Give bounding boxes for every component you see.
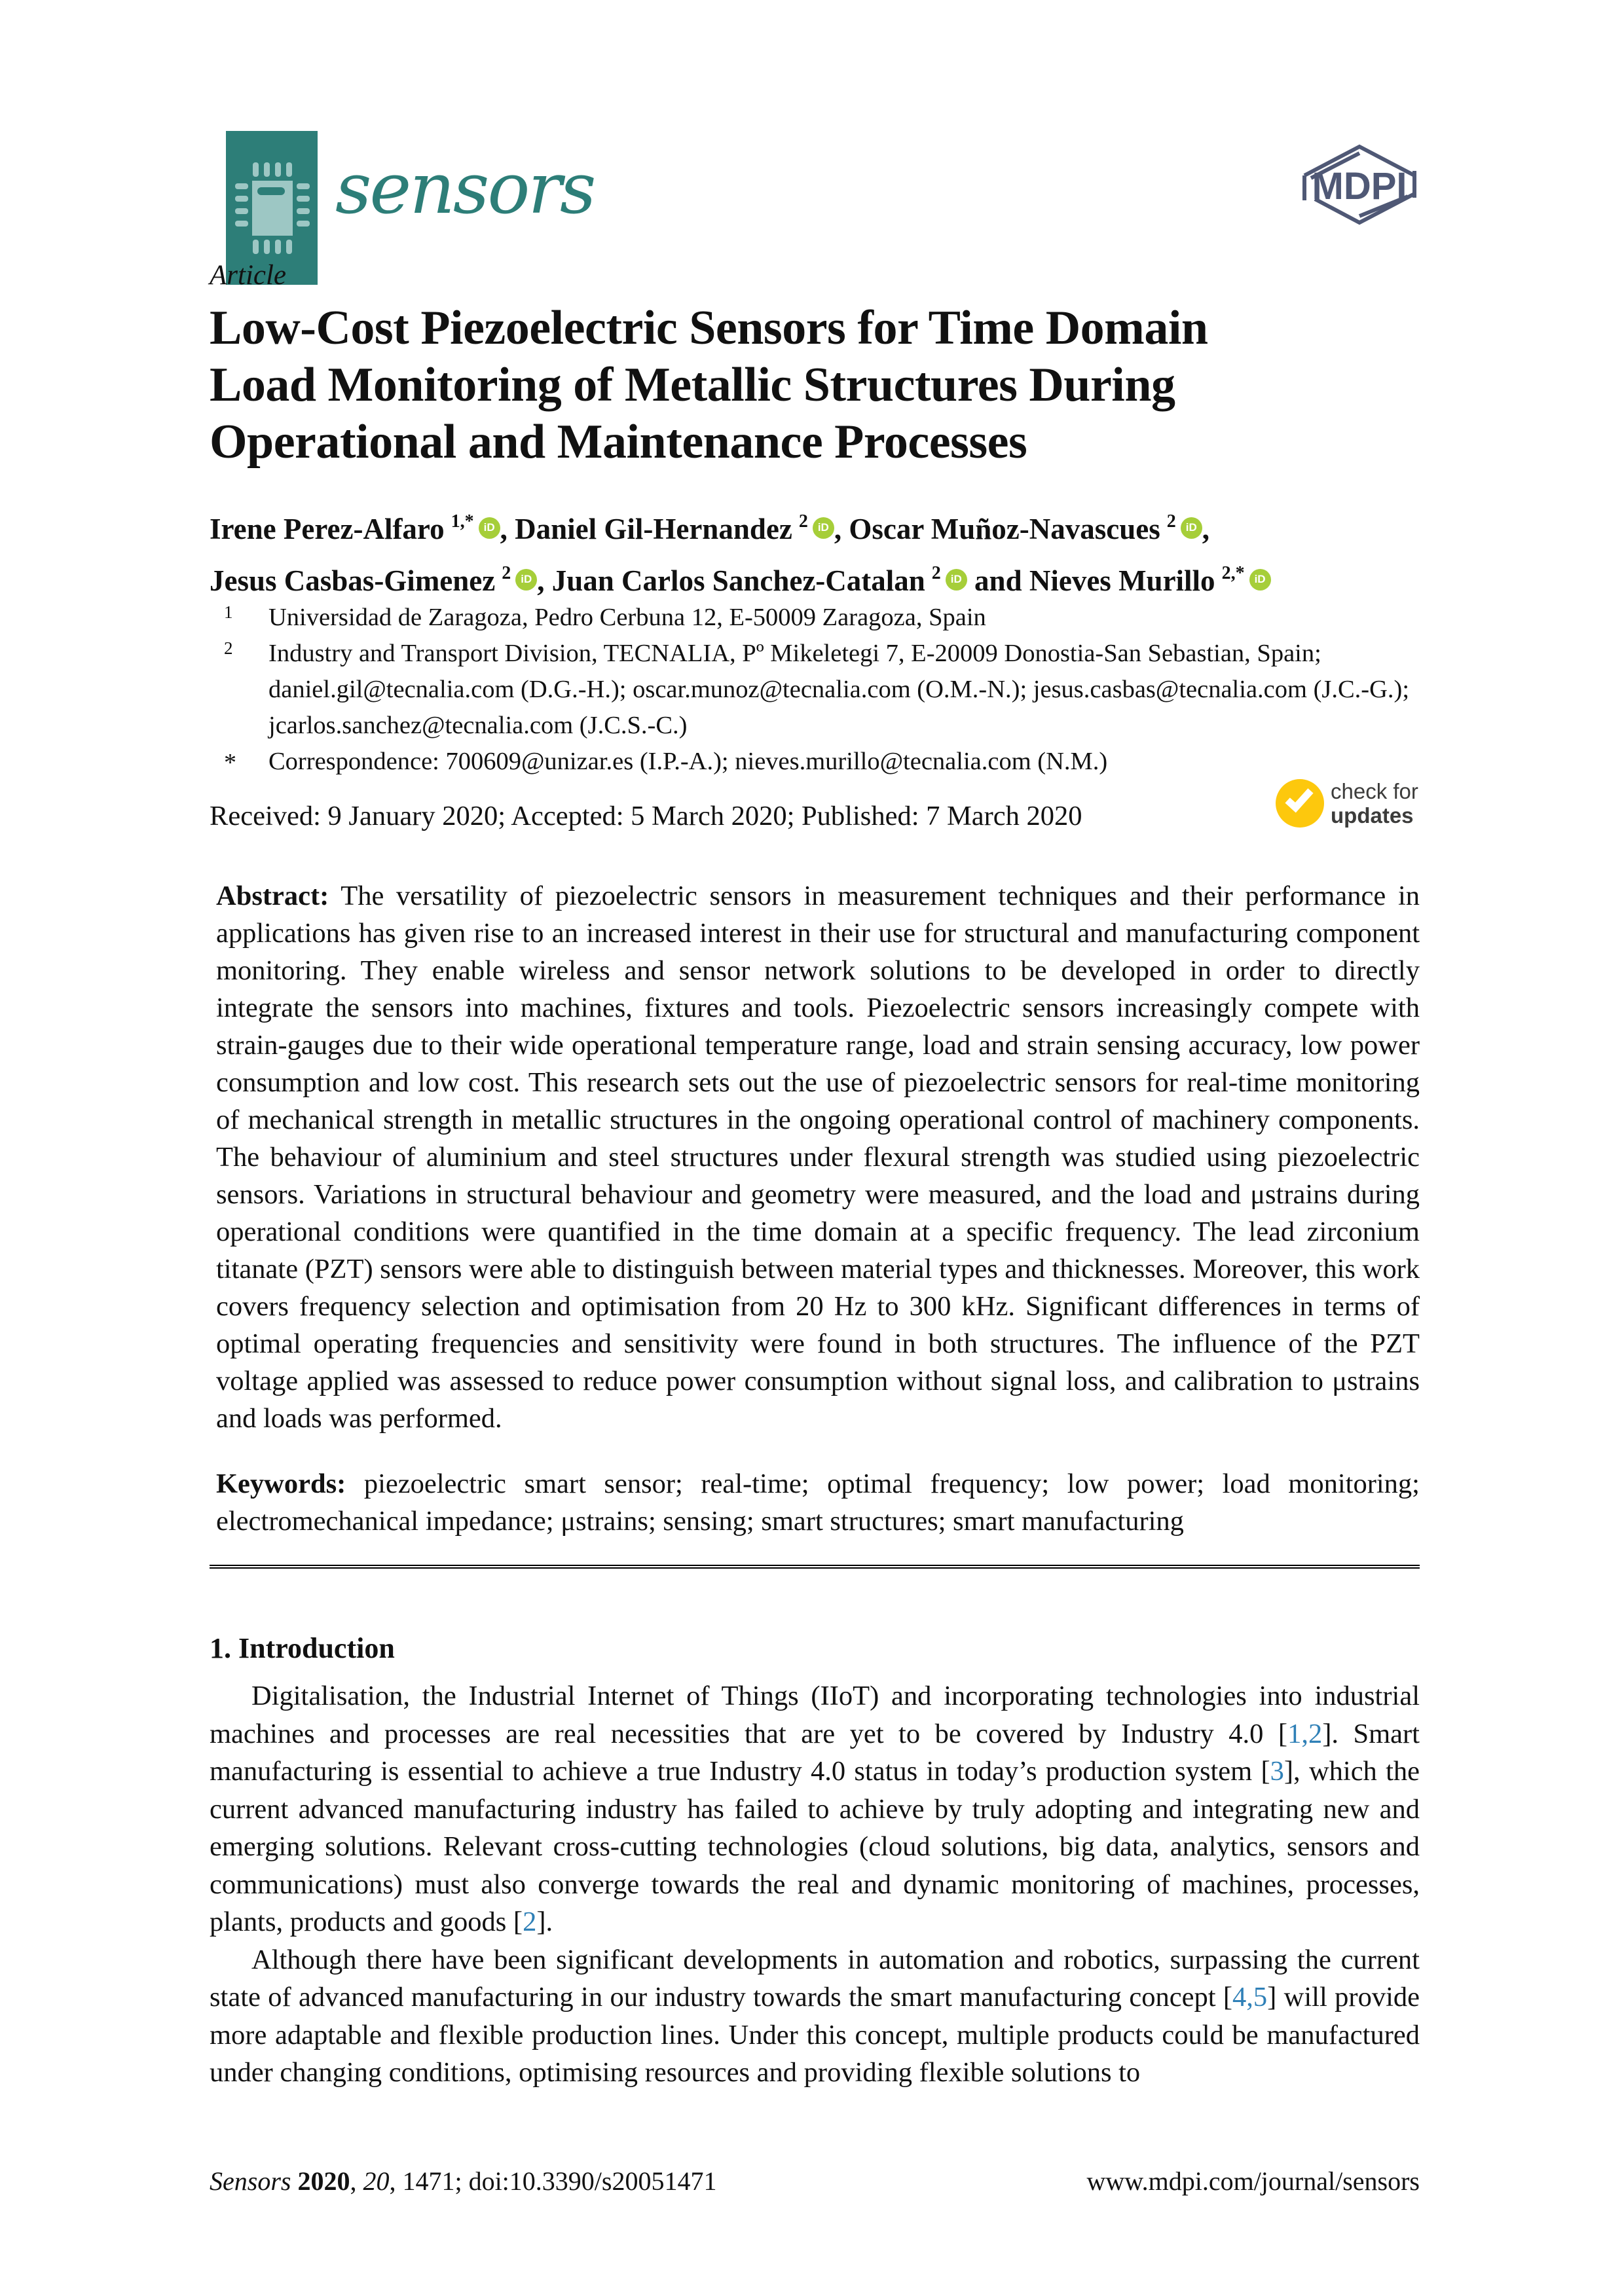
title-line-3: Operational and Maintenance Processes [210, 415, 1027, 469]
abstract-label: Abstract: [216, 881, 329, 911]
author-affil-sup: 2 [931, 563, 941, 583]
orcid-icon[interactable]: iD [813, 517, 834, 539]
mdpi-logo-text: MDPI [1312, 165, 1407, 208]
keywords-text: piezoelectric smart sensor; real-time; optimal frequency; low power; load monitoring; electromechanical impedance; μstrains; sensing; smart structures; smart manufacturing [216, 1468, 1420, 1537]
author-separator: , [834, 513, 849, 545]
author-name: Oscar Muñoz-Navascues [849, 513, 1160, 545]
author-name: Juan Carlos Sanchez-Catalan [551, 564, 925, 597]
author-separator: , [1202, 513, 1209, 545]
affiliation-marker: 1 [224, 602, 233, 622]
author-separator: and [967, 564, 1029, 597]
paper-title [210, 300, 1388, 471]
author-affil-sup: 1,* [451, 511, 474, 532]
affiliation-marker: 2 [224, 638, 233, 658]
journal-name: sensors [335, 148, 595, 230]
paragraph-text: Although there have been significant developments in automation and robotics, surpassing the current state of advanced manufacturing in our industry towards the smart manufacturing concept [ [210, 1944, 1420, 2013]
footer-volume: 20 [363, 2166, 390, 2196]
footer-year: 2020 [297, 2166, 350, 2196]
abstract [216, 877, 1420, 1437]
author-line-1 [210, 505, 1418, 557]
section-heading-introduction: 1. Introduction [210, 1632, 395, 1664]
affiliation-item [210, 600, 1421, 636]
title-line-2: Load Monitoring of Metallic Structures During [210, 358, 1175, 412]
mdpi-logo [1295, 140, 1424, 232]
correspondence-text: Correspondence: 700609@unizar.es (I.P.-A.); nieves.murillo@tecnalia.com (N.M.) [268, 748, 1108, 775]
author-affil-sup: 2,* [1221, 563, 1245, 583]
paragraph-text: ], which the current advanced manufacturing industry has failed to achieve by truly adopting and integrating new and emerging solutions. Relevant cross-cutting technologies (cloud solutions, big data, analytics, sensors and communications) must also converge towards the real and dynamic monitoring of machines, processes, plants, products and goods [ [210, 1756, 1420, 1937]
author-name: Irene Perez-Alfaro [210, 513, 445, 545]
author-separator: , [537, 564, 552, 597]
citation-ref[interactable]: 1,2 [1287, 1718, 1323, 1749]
author-separator: , [500, 513, 515, 545]
affiliation-text: Industry and Transport Division, TECNALIA, Pº Mikeletegi 7, E-20009 Donostia-San Sebastian, Spain; daniel.gil@tecnalia.com (D.G.-H.); oscar.munoz@tecnalia.com (O.M.-N.); jesus.casbas@tecnalia.com (J.C.-G.); jcarlos.sanchez@tecnalia.com (J.C.S.-C.) [268, 640, 1410, 739]
author-name: Jesus Casbas-Gimenez [210, 564, 496, 597]
badge-line-1: check for [1331, 779, 1418, 803]
footer-separator: , [350, 2166, 363, 2196]
footer-journal-url[interactable]: www.mdpi.com/journal/sensors [1086, 2166, 1420, 2196]
footer-doi: , 1471; doi:10.3390/s20051471 [389, 2166, 717, 2196]
footer-journal-name: Sensors [210, 2166, 298, 2196]
dates-line: Received: 9 January 2020; Accepted: 5 March 2020; Published: 7 March 2020 [210, 801, 1082, 831]
intro-paragraph-1 [210, 1677, 1420, 1941]
orcid-icon[interactable]: iD [515, 569, 537, 591]
affiliation-text: Universidad de Zaragoza, Pedro Cerbuna 12, E-50009 Zaragoza, Spain [268, 604, 986, 631]
check-for-updates-label [1331, 779, 1418, 828]
footer-citation [210, 2166, 716, 2196]
author-list [210, 505, 1418, 609]
paragraph-text: ] will provide more adaptable and flexible production lines. Under this concept, multiple products could be manufactured under changing conditions, optimising resources and providing flexible solutions to [210, 1982, 1420, 2088]
paragraph-text: ]. Smart manufacturing is essential to achieve a true Industry 4.0 status in today’s production system [ [210, 1718, 1420, 1787]
paragraph-text: ]. [536, 1906, 553, 1937]
keywords-label: Keywords: [216, 1468, 346, 1499]
introduction-body [210, 1677, 1420, 2092]
citation-ref[interactable]: 2 [523, 1906, 537, 1937]
keywords [216, 1465, 1420, 1540]
citation-ref[interactable]: 3 [1270, 1756, 1284, 1787]
section-divider [210, 1565, 1420, 1569]
orcid-icon[interactable]: iD [479, 517, 500, 539]
correspondence-marker: * [224, 749, 236, 776]
author-affil-sup: 2 [502, 563, 511, 583]
article-type-label: Article [210, 260, 287, 291]
author-name: Nieves Murillo [1029, 564, 1215, 597]
affiliation-item [210, 636, 1421, 744]
abstract-text: The versatility of piezoelectric sensors in measurement techniques and their performance in applications has given rise to an increased interest in their use for structural and manufacturing component monitoring. They enable wireless and sensor network solutions to be developed in order to directly integrate the sensors into machines, fixtures and tools. Piezoelectric sensors increasingly compete with strain-gauges due to their wide operational temperature range, load and strain sensing accuracy, low power consumption and low cost. This research sets out the use of piezoelectric sensors for real-time monitoring of mechanical strength in metallic structures in the ongoing operational control of machinery components. The behaviour of aluminium and steel structures under flexural strength was studied using piezoelectric sensors. Variations in structural behaviour and geometry were measured, and the load and μstrains during operational conditions were quantified in the time domain at a specific frequency. The lead zirconium titanate (PZT) sensors were able to distinguish between material types and thicknesses. Moreover, this work covers frequency selection and optimisation from 20 Hz to 300 kHz. Significant differences in terms of optimal operating frequencies and sensitivity were found in both structures. The influence of the PZT voltage applied was assessed to reduce power consumption without signal loss, and calibration to μstrains and loads was performed. [216, 881, 1420, 1434]
paragraph-text: Digitalisation, the Industrial Internet of Things (IIoT) and incorporating technologies into industrial machines and processes are real necessities that are yet to be covered by Industry 4.0 [ [210, 1681, 1420, 1749]
citation-ref[interactable]: 4,5 [1232, 1982, 1268, 2013]
author-affil-sup: 2 [798, 511, 808, 532]
author-affil-sup: 2 [1166, 511, 1176, 532]
intro-paragraph-2 [210, 1941, 1420, 2092]
check-for-updates-badge[interactable] [1276, 779, 1418, 828]
title-line-1: Low-Cost Piezoelectric Sensors for Time Domain [210, 301, 1208, 355]
affiliations [210, 600, 1421, 780]
author-name: Daniel Gil-Hernandez [515, 513, 792, 545]
badge-line-2: updates [1331, 803, 1414, 828]
orcid-icon[interactable]: iD [946, 569, 967, 591]
checkmark-icon [1276, 779, 1324, 828]
affiliation-item [210, 744, 1421, 780]
orcid-icon[interactable]: iD [1249, 569, 1271, 591]
orcid-icon[interactable]: iD [1181, 517, 1202, 539]
